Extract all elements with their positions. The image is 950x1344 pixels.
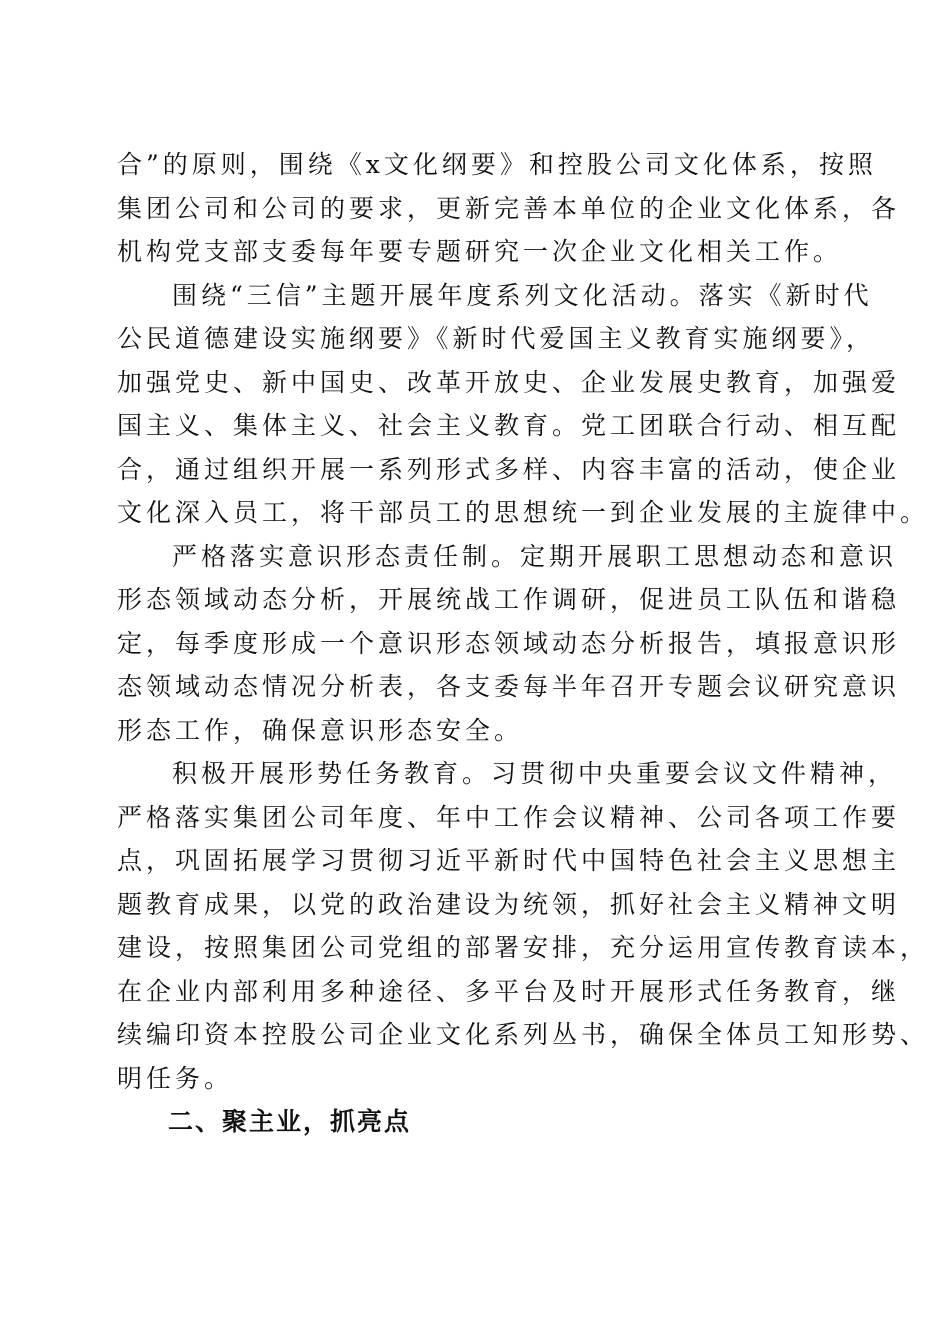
text-line: 形态领域动态分析，开展统战工作调研，促进员工队伍和谐稳 (117, 585, 901, 614)
paragraph-situation-education (117, 752, 930, 1100)
text-line: 围绕“三信”主题开展年度系列文化活动。落实《新时代 (172, 280, 873, 310)
text-line: 形态工作，确保意识形态安全。 (117, 715, 524, 745)
paragraph-culture-activities (117, 274, 930, 535)
text-line: 国主义、集体主义、社会主义教育。党工团联合行动、相互配 (117, 411, 901, 440)
text-line: 定，每季度形成一个意识形态领域动态分析报告，填报意识形 (117, 628, 901, 658)
text-line: 严格落实集团公司年度、年中工作会议精神、公司各项工作要 (117, 802, 901, 832)
text-line: 点，巩固拓展学习贯彻习近平新时代中国特色社会主义思想主 (117, 846, 901, 875)
paragraph-ideology-responsibility (117, 535, 901, 753)
text-line: 建设，按照集团公司党组的部署安排，充分运用宣传教育读本， (117, 933, 930, 962)
text-line: 积极开展形势任务教育。习贯彻中央重要会议文件精神， (172, 759, 898, 788)
text-line: 合，通过组织开展一系列形式多样、内容丰富的活动，使企业 (117, 454, 901, 484)
text-line: 态领域动态情况分析表，各支委每半年召开专题会议研究意识 (117, 672, 901, 701)
text-line: 文化深入员工，将干部员工的思想统一到企业发展的主旋律中。 (117, 498, 930, 527)
text-line: 续编印资本控股公司企业文化系列丛书，确保全体员工知形势、 (117, 1020, 930, 1049)
text-line: 集团公司和公司的要求，更新完善本单位的企业文化体系，各 (117, 193, 901, 223)
text-line: 合”的原则，围绕《x文化纲要》和控股公司文化体系，按照 (117, 150, 877, 179)
text-line: 公民道德建设实施纲要》《新时代爱国主义教育实施纲要》， (117, 324, 876, 353)
text-line: 题教育成果，以党的政治建设为统领，抓好社会主义精神文明 (117, 889, 901, 919)
document-body (117, 143, 930, 1144)
paragraph-culture-system (117, 143, 901, 274)
text-line: 明任务。 (117, 1063, 234, 1093)
text-line: 在企业内部利用多种途径、多平台及时开展形式任务教育，继 (117, 976, 901, 1006)
section-heading: 二、聚主业，抓亮点 (168, 1107, 412, 1136)
text-line: 加强党史、新中国史、改革开放史、企业发展史教育，加强爱 (117, 367, 901, 397)
text-line: 机构党支部支委每年要专题研究一次企业文化相关工作。 (117, 237, 843, 266)
text-line: 严格落实意识形态责任制。定期开展职工思想动态和意识 (172, 541, 898, 571)
